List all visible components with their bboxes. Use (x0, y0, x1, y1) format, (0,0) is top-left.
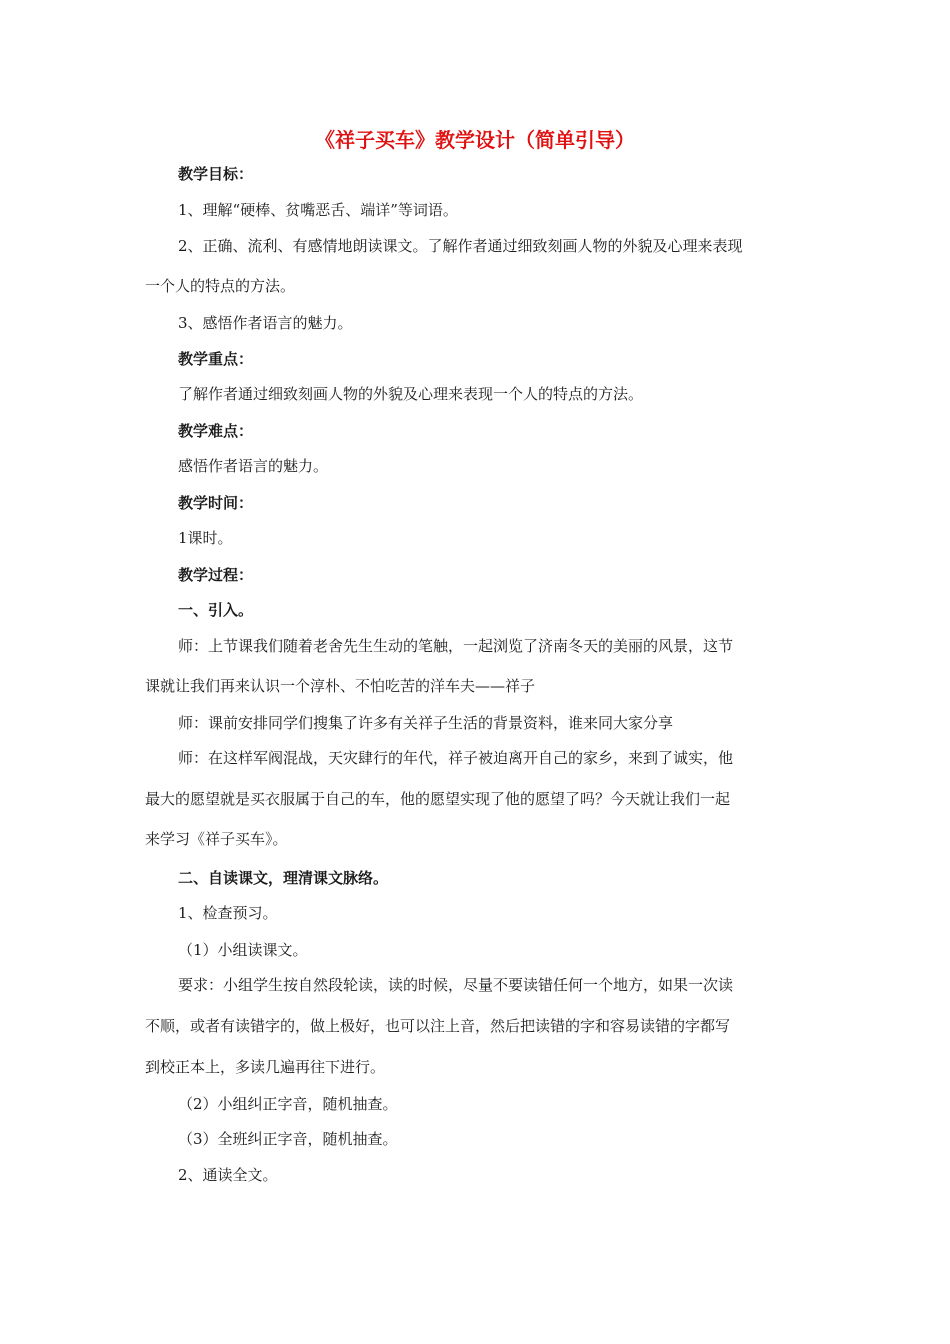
section-2-heading: 二、自读课文，理清课文脉络。 (178, 869, 389, 887)
paragraph-line: （3）全班纠正字音，随机抽查。 (178, 1130, 398, 1148)
objective-2: 2、正确、流利、有感情地朗读课文。了解作者通过细致刻画人物的外貌及心理来表现 (178, 237, 743, 255)
key-points-text: 了解作者通过细致刻画人物的外貌及心理来表现一个人的特点的方法。 (178, 385, 644, 403)
heading-process: 教学过程： (178, 566, 254, 584)
paragraph-line: 要求：小组学生按自然段轮读，读的时候，尽量不要读错任何一个地方，如果一次读 (178, 976, 734, 994)
heading-difficulties: 教学难点： (178, 422, 254, 440)
objective-2-cont: 一个人的特点的方法。 (145, 277, 296, 295)
heading-objectives: 教学目标： (178, 165, 254, 183)
paragraph-line: 到校正本上，多读几遍再往下进行。 (145, 1058, 386, 1076)
paragraph-line: 师：在这样军阀混战，天灾肆行的年代，祥子被迫离开自己的家乡，来到了诚实，他 (178, 749, 734, 767)
heading-key-points: 教学重点： (178, 350, 254, 368)
paragraph-line: 师：上节课我们随着老舍先生生动的笔触，一起浏览了济南冬天的美丽的风景，这节 (178, 637, 734, 655)
objective-1: 1、理解“硬棒、贫嘴恶舌、端详”等词语。 (178, 201, 458, 219)
paragraph-line: （2）小组纠正字音，随机抽查。 (178, 1095, 398, 1113)
paragraph-line: 最大的愿望就是买衣服属于自己的车，他的愿望实现了他的愿望了吗？今天就让我们一起 (145, 790, 731, 808)
paragraph-line: （1）小组读课文。 (178, 941, 308, 959)
heading-time: 教学时间： (178, 494, 254, 512)
time-text: 1课时。 (178, 529, 233, 547)
paragraph-line: 师：课前安排同学们搜集了许多有关祥子生活的背景资料，谁来同大家分享 (178, 714, 674, 732)
paragraph-line: 1、检查预习。 (178, 904, 278, 922)
paragraph-line: 2、通读全文。 (178, 1166, 278, 1184)
document-title: 《祥子买车》教学设计（简单引导） (315, 128, 635, 152)
paragraph-line: 来学习《祥子买车》。 (145, 830, 288, 848)
objective-3: 3、感悟作者语言的魅力。 (178, 314, 353, 332)
section-1-heading: 一、引入。 (178, 601, 254, 619)
paragraph-line: 不顺，或者有读错字的，做上极好，也可以注上音，然后把读错的字和容易读错的字都写 (145, 1017, 731, 1035)
difficulties-text: 感悟作者语言的魅力。 (178, 457, 329, 475)
paragraph-line: 课就让我们再来认识一个淳朴、不怕吃苦的洋车夫——祥子 (145, 677, 536, 695)
